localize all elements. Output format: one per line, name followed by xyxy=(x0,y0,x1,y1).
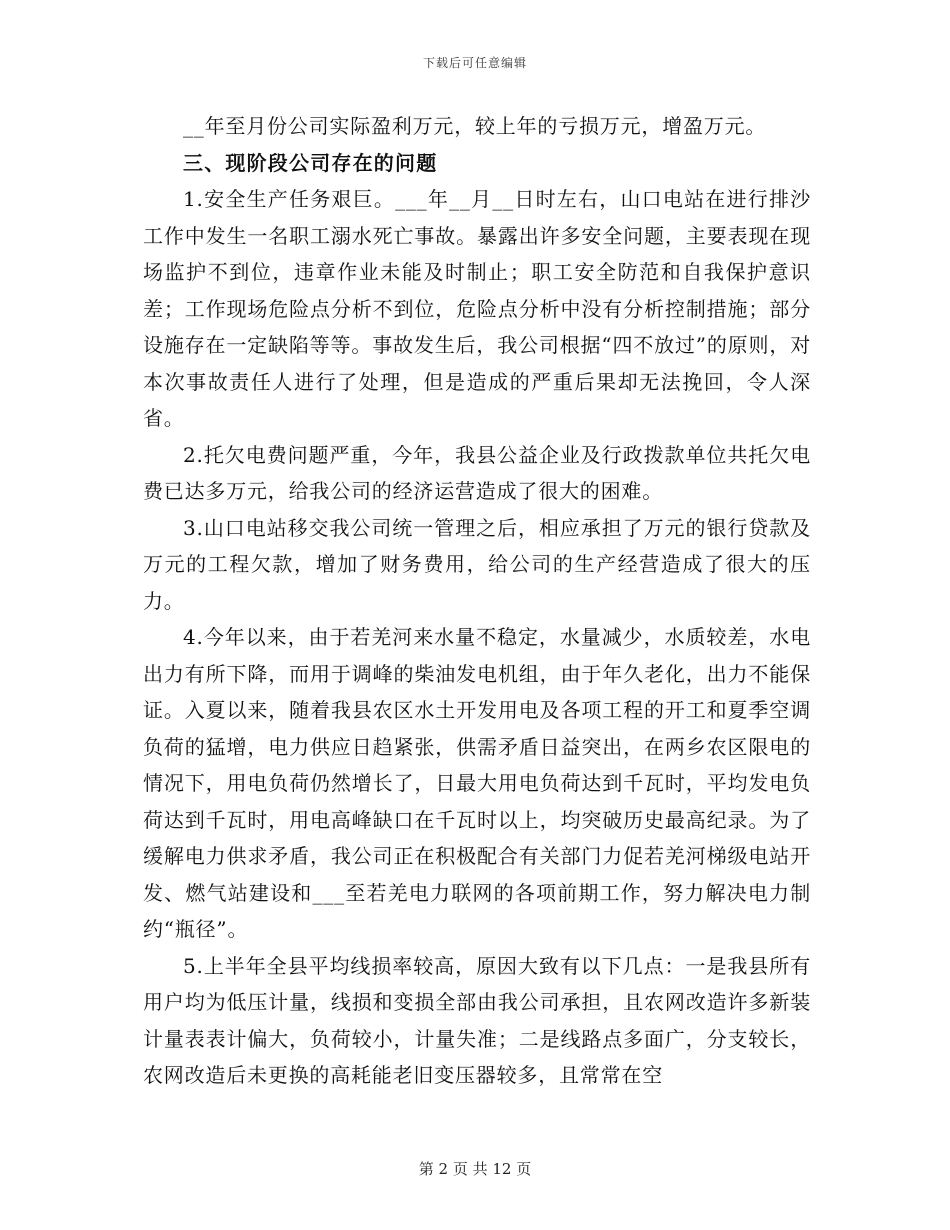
paragraph-profit-summary: __年至月份公司实际盈利万元，较上年的亏损万元，增盈万元。 xyxy=(183,114,767,138)
document-body xyxy=(143,108,811,1094)
page-header: 下载后可任意编辑 xyxy=(422,56,527,70)
paragraph-station-debt: 3.山口电站移交我公司统一管理之后，相应承担了万元的银行贷款及万元的工程欠款，增加了财务费用，给公司的生产经营造成了很大的压力。 xyxy=(143,515,811,613)
paragraph-power-supply: 4.今年以来，由于若羌河来水量不稳定，水量减少，水质较差，水电出力有所下降，而用于调峰的柴油发电机组，由于年久老化，出力不能保证。入夏以来，随着我县农区水土开发用电及各项工程的开工和夏季空调负荷的猛增，电力供应日趋紧张，供需矛盾日益突出，在两乡农区限电的情况下，用电负荷仍然增长了，日最大用电负荷达到千瓦时，平均发电负荷达到千瓦时，用电高峰缺口在千瓦时以上，均突破历史最高纪录。为了缓解电力供求矛盾，我公司正在积极配合有关部门力促若羌河梯级电站开发、燃气站建设和___至若羌电力联网的各项前期工作，努力解决电力制约“瓶径”。 xyxy=(143,625,811,941)
page-number: 第 2 页 共 12 页 xyxy=(418,1160,532,1178)
paragraph-line-loss: 5.上半年全县平均线损率较高，原因大致有以下几点：一是我县所有用户均为低压计量，线损和变损全部由我公司承担，且农网改造许多新装计量表表计偏大，负荷较小，计量失准；二是线路点多面广，分支较长，农网改造后未更换的高耗能老旧变压器较多，且常常在空 xyxy=(143,953,811,1087)
paragraph-arrears: 2.托欠电费问题严重，今年，我县公益企业及行政拨款单位共托欠电费已达多万元，给我公司的经济运营造成了很大的困难。 xyxy=(143,442,811,503)
section-heading: 三、现阶段公司存在的问题 xyxy=(183,150,438,175)
paragraph-safety: 1.安全生产任务艰巨。___年__月__日时左右，山口电站在进行排沙工作中发生一名职工溺水死亡事故。暴露出许多安全问题，主要表现在现场监护不到位，违章作业未能及时制止；职工安全防范和自我保护意识差；工作现场危险点分析不到位，危险点分析中没有分析控制措施；部分设施存在一定缺陷等等。事故发生后，我公司根据“四不放过”的原则，对本次事故责任人进行了处理，但是造成的严重后果却无法挽回，令人深省。 xyxy=(143,187,811,430)
